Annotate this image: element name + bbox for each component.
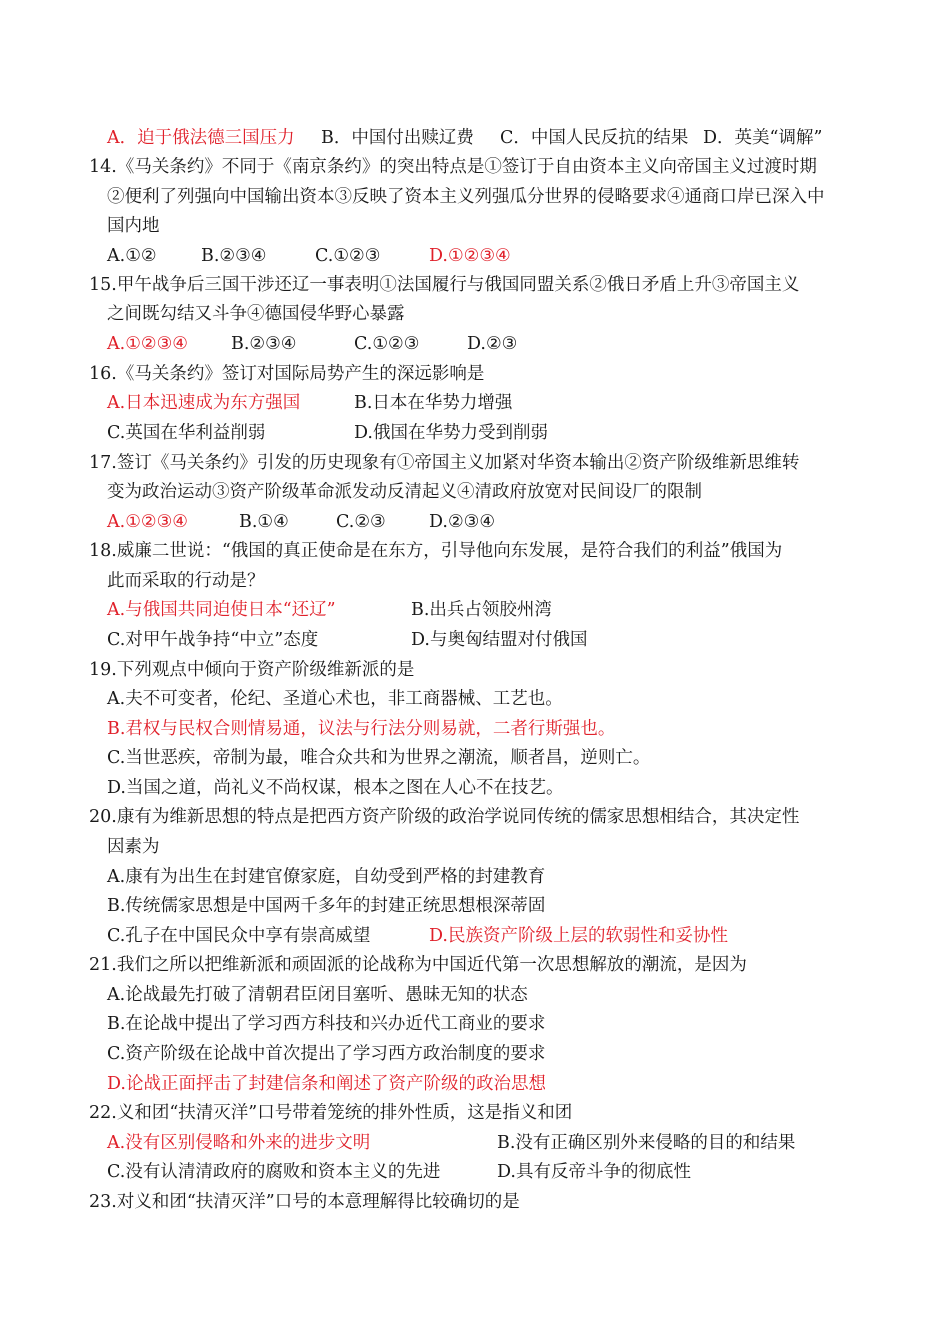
q22-option-c: C.没有认清清政府的腐败和资本主义的先进 <box>107 1162 441 1182</box>
q17-option-c: C.②③ <box>336 512 386 532</box>
q13-option-a: A．迫于俄法德三国压力 <box>107 128 295 148</box>
q15-option-b: B.②③④ <box>231 334 297 354</box>
q14-stem-line-3: 国内地 <box>107 216 160 236</box>
q15-stem-line-1: 15.甲午战争后三国干涉还辽一事表明①法国履行与俄国同盟关系②俄日矛盾上升③帝国主义 <box>89 275 800 295</box>
q21-option-d: D.论战正面抨击了封建信条和阐述了资产阶级的政治思想 <box>107 1074 546 1094</box>
q18-option-a: A.与俄国共同迫使日本“还辽” <box>107 600 336 620</box>
q20-option-b: B.传统儒家思想是中国两千多年的封建正统思想根深蒂固 <box>107 896 546 916</box>
q20-stem-line-2: 因素为 <box>107 837 160 857</box>
q22-option-a: A.没有区别侵略和外来的进步文明 <box>107 1133 371 1153</box>
q21-option-c: C.资产阶级在论战中首次提出了学习西方政治制度的要求 <box>107 1044 546 1064</box>
q22-option-d: D.具有反帝斗争的彻底性 <box>497 1162 691 1182</box>
q16-option-d: D.俄国在华势力受到削弱 <box>354 423 548 443</box>
q16-stem: 16.《马关条约》签订对国际局势产生的深远影响是 <box>89 364 485 384</box>
q18-option-d: D.与奥匈结盟对付俄国 <box>411 630 588 650</box>
q21-stem: 21.我们之所以把维新派和顽固派的论战称为中国近代第一次思想解放的潮流，是因为 <box>89 955 747 975</box>
q14-option-d: D.①②③④ <box>429 246 511 266</box>
q18-stem-line-1: 18.威廉二世说：“俄国的真正使命是在东方，引导他向东发展，是符合我们的利益”俄国为 <box>89 541 783 561</box>
q13-option-c: C．中国人民反抗的结果 <box>500 128 689 148</box>
q18-option-b: B.出兵占领胶州湾 <box>411 600 552 620</box>
q14-option-a: A.①② <box>107 246 157 266</box>
q15-option-d: D.②③ <box>467 334 518 354</box>
q15-stem-line-2: 之间既勾结又斗争④德国侵华野心暴露 <box>107 304 405 324</box>
q19-option-a: A.夫不可变者，伦纪、圣道心术也，非工商器械、工艺也。 <box>107 689 563 709</box>
q14-option-b: B.②③④ <box>201 246 267 266</box>
q17-stem-line-1: 17.签订《马关条约》引发的历史现象有①帝国主义加紧对华资本输出②资产阶级维新思维转 <box>89 453 800 473</box>
q20-option-d: D.民族资产阶级上层的软弱性和妥协性 <box>429 926 728 946</box>
q19-stem: 19.下列观点中倾向于资产阶级维新派的是 <box>89 660 415 680</box>
q16-option-b: B.日本在华势力增强 <box>354 393 513 413</box>
q21-option-b: B.在论战中提出了学习西方科技和兴办近代工商业的要求 <box>107 1014 546 1034</box>
q17-option-a: A.①②③④ <box>107 512 188 532</box>
q17-option-b: B.①④ <box>239 512 289 532</box>
q22-stem: 22.义和团“扶清灭洋”口号带着笼统的排外性质，这是指义和团 <box>89 1103 573 1123</box>
q22-option-b: B.没有正确区别外来侵略的目的和结果 <box>497 1133 796 1153</box>
q17-stem-line-2: 变为政治运动③资产阶级革命派发动反清起义④清政府放宽对民间设厂的限制 <box>107 482 702 502</box>
q16-option-c: C.英国在华利益削弱 <box>107 423 266 443</box>
q19-option-c: C.当世恶疾，帝制为最，唯合众共和为世界之潮流，顺者昌，逆则亡。 <box>107 748 651 768</box>
q15-option-a: A.①②③④ <box>107 334 188 354</box>
q23-stem: 23.对义和团“扶清灭洋”口号的本意理解得比较确切的是 <box>89 1192 520 1212</box>
q16-option-a: A.日本迅速成为东方强国 <box>107 393 301 413</box>
q13-option-d: D．英美“调解” <box>703 128 823 148</box>
q21-option-a: A.论战最先打破了清朝君臣闭目塞听、愚昧无知的状态 <box>107 985 528 1005</box>
q18-option-c: C.对甲午战争持“中立”态度 <box>107 630 319 650</box>
q13-option-b: B．中国付出赎辽费 <box>321 128 474 148</box>
q14-stem-line-2: ②便利了列强向中国输出资本③反映了资本主义列强瓜分世界的侵略要求④通商口岸已深入中 <box>107 187 825 207</box>
q14-option-c: C.①②③ <box>315 246 381 266</box>
q17-option-d: D.②③④ <box>429 512 496 532</box>
q14-stem-line-1: 14.《马关条约》不同于《南京条约》的突出特点是①签订于自由资本主义向帝国主义过渡时期 <box>89 157 817 177</box>
q19-option-d: D.当国之道，尚礼义不尚权谋，根本之图在人心不在技艺。 <box>107 778 564 798</box>
q20-stem-line-1: 20.康有为维新思想的特点是把西方资产阶级的政治学说同传统的儒家思想相结合，其决定性 <box>89 807 800 827</box>
q20-option-c: C.孔子在中国民众中享有崇高威望 <box>107 926 371 946</box>
q19-option-b: B.君权与民权合则情易通，议法与行法分则易就，二者行斯强也。 <box>107 719 616 739</box>
q20-option-a: A.康有为出生在封建官僚家庭，自幼受到严格的封建教育 <box>107 867 546 887</box>
q18-stem-line-2: 此而采取的行动是？ <box>107 571 265 591</box>
q15-option-c: C.①②③ <box>354 334 420 354</box>
